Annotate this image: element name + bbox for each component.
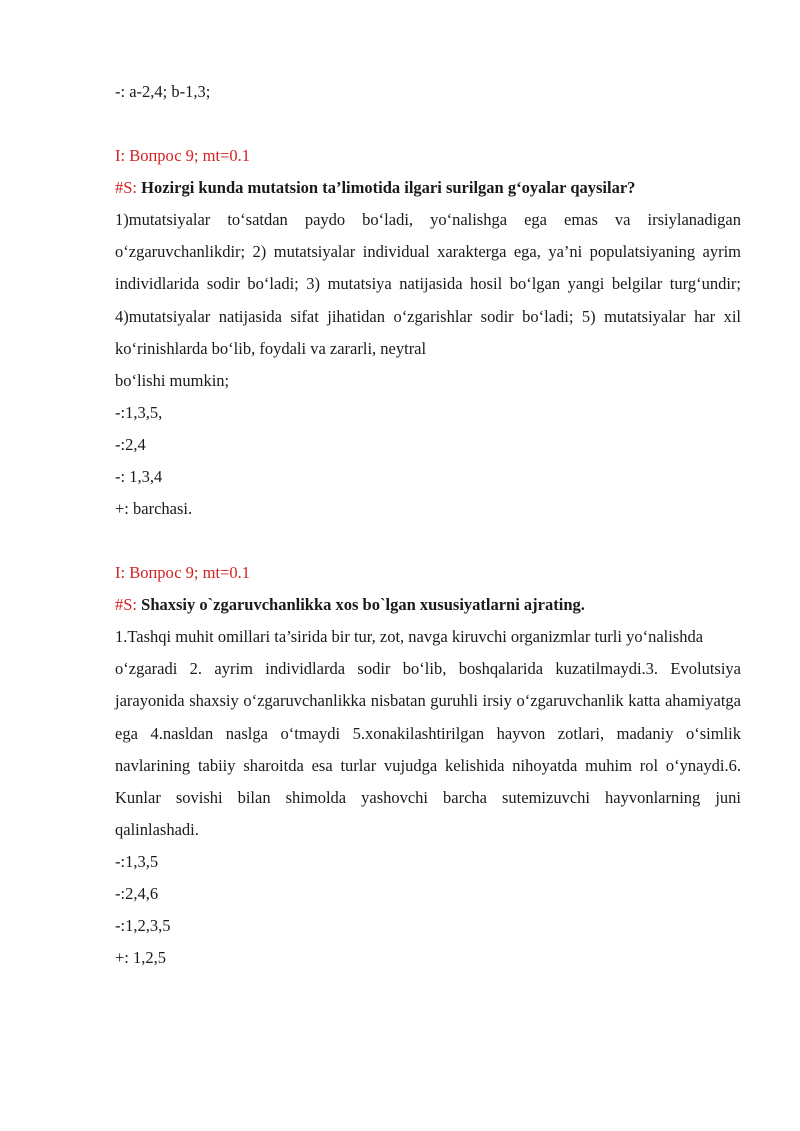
question-header: I: Вопрос 9; mt=0.1 — [115, 146, 250, 165]
spacer — [115, 108, 741, 140]
question-block-1 — [115, 140, 741, 525]
answer-option: -:2,4,6 — [115, 884, 159, 904]
answer-option: -:1,3,5, — [115, 403, 163, 423]
s-tag: #S: — [115, 178, 138, 197]
document-content — [115, 76, 741, 974]
answer-option: -:2,4 — [115, 435, 146, 455]
question-title — [115, 589, 741, 621]
question-title — [115, 172, 741, 204]
question-text: Shaxsiy o`zgaruvchanlikka xos bo`lgan xususiyatlarni ajrating. — [141, 595, 585, 615]
question-header: I: Вопрос 9; mt=0.1 — [115, 563, 250, 583]
answer-option: -:1,3,5 — [115, 852, 159, 872]
question-body-head: 1.Tashqi muhit omillari ta’sirida bir tur, zot, navga kiruvchi organizmlar turli yo‘nalishda — [115, 627, 704, 647]
question-body: 1)mutatsiyalar to‘satdan paydo bo‘ladi, yo‘nalishga ega emas va irsiylanadigan o‘zgaruvchanlikdir; 2) mutatsiyalar individual xarakterga ega, ya’ni populatsiyaning ayrim individlarida sodir bo‘ladi; 3) mutatsiya natijasida hosil bo‘lgan yangi belgilar turg‘undir; 4)mutatsiyalar natijasida sifat jihatidan o‘zgarishlar sodir bo‘ladi; 5) mutatsiyalar har xil ko‘rinishlarda bo‘lib, foydali va zararli, neytral — [115, 210, 741, 358]
answer-option-correct: +: barchasi. — [115, 499, 193, 519]
s-tag: #S: — [115, 595, 138, 615]
previous-answer: -: a-2,4; b-1,3; — [115, 82, 211, 101]
spacer — [115, 525, 741, 557]
question-body-tail: bo‘lishi mumkin; — [115, 371, 230, 391]
answer-option: -:1,2,3,5 — [115, 916, 171, 936]
question-text: Hozirgi kunda mutatsion ta’limotida ilgari surilgan g‘oyalar qaysilar? — [141, 178, 636, 197]
answer-option: -: 1,3,4 — [115, 467, 163, 487]
question-body: o‘zgaradi 2. ayrim individlarda sodir bo‘lib, boshqalarida kuzatilmaydi.3. Evolutsiya jarayonida shaxsiy o‘zgaruvchanlikka nisbatan guruhli irsiy o‘zgaruvchanlik katta ahamiyatga ega 4.nasldan naslga o‘tmaydi 5.xonakilashtirilgan hayvon zotlari, madaniy o‘simlik navlarining tabiiy sharoitda esa turlar vujudga kelishida nihoyatda muhim rol o‘ynaydi.6. Kunlar sovishi bilan shimolda yashovchi barcha sutemizuvchi hayvonlarning juni qalinlashadi. — [115, 659, 741, 840]
answer-option-correct: +: 1,2,5 — [115, 948, 167, 968]
question-block-2 — [115, 557, 741, 974]
